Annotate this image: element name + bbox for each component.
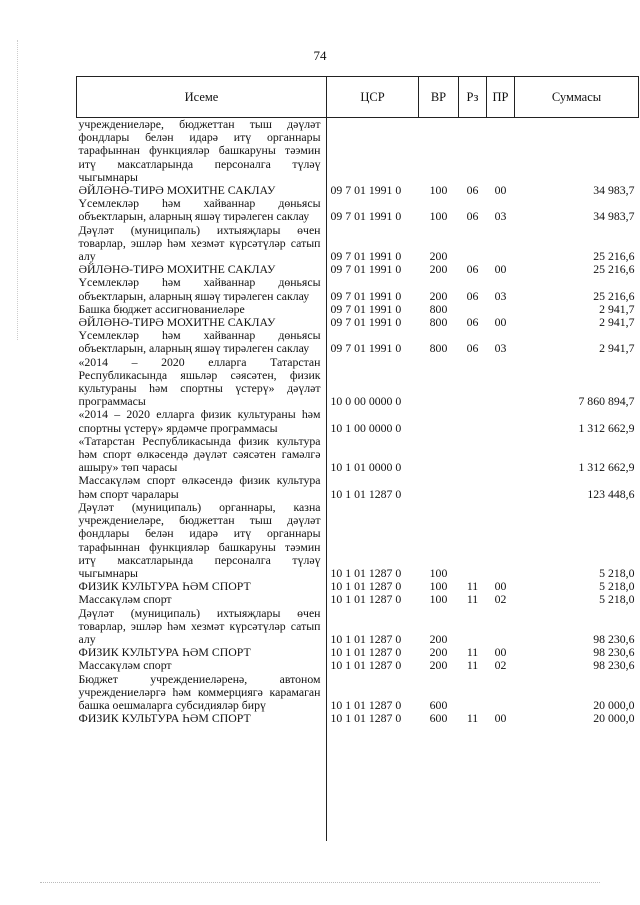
column-header-csr: ЦСР xyxy=(327,77,419,118)
cell-name: учреждениеләре, бюджеттан тыш дәүләт фондлары белән идарә итү органнары тарафыннан функцияләр башкаруны тәэмин итү максатларында персоналга түләү чыгымнары xyxy=(78,117,321,184)
cell-pr xyxy=(487,224,515,264)
cell-csr: 10 1 01 1287 0 xyxy=(330,565,402,580)
budget-table xyxy=(76,76,639,725)
cell-name: «2014 – 2020 елларга физик культураны һәм спортны үстерү» ярдәмче программасы xyxy=(78,407,321,435)
cell-vr: 100 xyxy=(429,183,448,198)
cell-rz: 11 xyxy=(466,658,479,673)
cell-vr: 100 xyxy=(429,592,448,607)
cell-name: Үсемлекләр һәм хайваннар дөньясы объектларын, аларның яшәү тирәлеген саклау xyxy=(78,196,321,224)
cell-rz xyxy=(459,607,487,647)
cell-sum: 5 218,0 xyxy=(599,592,635,607)
cell-name: Үсемлекләр һәм хайваннар дөньясы объектларын, аларның яшәү тирәлеген саклау xyxy=(78,328,321,356)
cell-vr: 100 xyxy=(429,565,448,580)
cell-vr xyxy=(419,408,459,434)
table-row xyxy=(77,593,639,606)
cell-csr xyxy=(327,118,419,185)
cell-pr xyxy=(487,408,515,434)
cell-csr: 10 1 01 1287 0 xyxy=(330,486,402,501)
budget-table-container xyxy=(76,76,640,725)
cell-rz: 06 xyxy=(466,209,479,224)
column-header-sum: Суммасы xyxy=(515,77,639,118)
cell-name: Башка бюджет ассигнованиеләре xyxy=(78,301,245,316)
cell-vr: 800 xyxy=(429,341,448,356)
margin-mark xyxy=(17,40,19,340)
cell-sum: 1 312 662,9 xyxy=(578,460,635,475)
table-row xyxy=(77,607,639,647)
cell-rz: 06 xyxy=(466,288,479,303)
cell-rz xyxy=(459,501,487,580)
cell-csr: 09 7 01 1991 0 xyxy=(330,315,402,330)
cell-sum: 25 216,6 xyxy=(593,288,635,303)
table-body xyxy=(77,118,639,726)
cell-name: ӘЙЛӘНӘ-ТИРӘ МОХИТНЕ САКЛАУ xyxy=(78,262,276,277)
cell-vr: 200 xyxy=(429,262,448,277)
cell-pr: 02 xyxy=(494,592,507,607)
cell-sum: 34 983,7 xyxy=(593,183,635,198)
cell-name: Дәүләт (муниципаль) органнары, казна учреждениеләре, бюджеттан тыш дәүләт фондлары белән идарә итү органнары тарафыннан функцияләр башкаруны тәэмин итү максатларында персоналга түләү чыгымнары xyxy=(78,499,321,580)
cell-name: ӘЙЛӘНӘ-ТИРӘ МОХИТНЕ САКЛАУ xyxy=(78,315,276,330)
cell-vr xyxy=(419,356,459,409)
cell-sum: 98 230,6 xyxy=(593,631,635,646)
cell-sum: 34 983,7 xyxy=(593,209,635,224)
cell-sum: 98 230,6 xyxy=(593,645,635,660)
cell-csr: 09 7 01 1991 0 xyxy=(330,341,402,356)
cell-sum: 25 216,6 xyxy=(593,249,635,264)
cell-pr: 00 xyxy=(494,711,507,726)
cell-pr: 00 xyxy=(494,315,507,330)
cell-name: Дәүләт (муниципаль) ихтыяҗлары өчен товарлар, эшләр һәм хезмәт күрсәтүләр сатып алу xyxy=(78,222,321,264)
table-row xyxy=(77,276,639,302)
table-row xyxy=(77,408,639,434)
cell-vr: 100 xyxy=(429,579,448,594)
column-header-pr: ПР xyxy=(487,77,515,118)
table-row xyxy=(77,435,639,475)
cell-pr xyxy=(487,356,515,409)
cell-rz: 11 xyxy=(466,711,479,726)
cell-pr: 00 xyxy=(494,262,507,277)
cell-csr: 10 1 01 1287 0 xyxy=(330,697,402,712)
cell-csr: 10 1 01 1287 0 xyxy=(330,592,402,607)
cell-sum: 2 941,7 xyxy=(599,301,635,316)
cell-name: «2014 – 2020 елларга Татарстан Республикасында яшьләр сәясәтен, физик культураны һәм спортны үстерү» дәүләт программасы xyxy=(78,354,321,409)
table-row xyxy=(77,224,639,264)
cell-pr: 00 xyxy=(494,645,507,660)
cell-csr: 09 7 01 1991 0 xyxy=(330,301,402,316)
cell-name: Массакүләм спорт xyxy=(78,658,172,673)
cell-pr: 00 xyxy=(494,579,507,594)
cell-rz xyxy=(459,474,487,500)
cell-vr xyxy=(419,118,459,185)
cell-name: ФИЗИК КУЛЬТУРА ҺӘМ СПОРТ xyxy=(78,711,251,726)
cell-pr: 02 xyxy=(494,658,507,673)
cell-name: Бюджет учреждениеләренә, автоном учреждениеләргә һәм коммерциягә карамаган башка оешмаларга субсидияләр бирү xyxy=(78,671,321,712)
cell-rz xyxy=(459,408,487,434)
cell-vr: 200 xyxy=(429,658,448,673)
table-row xyxy=(77,197,639,223)
cell-rz: 06 xyxy=(466,262,479,277)
cell-csr: 09 7 01 1991 0 xyxy=(330,209,402,224)
cell-name: Массакүләм спорт xyxy=(78,592,172,607)
cell-sum: 123 448,6 xyxy=(587,486,635,501)
cell-csr: 10 1 01 1287 0 xyxy=(330,711,402,726)
table-row xyxy=(77,659,639,672)
cell-pr: 03 xyxy=(494,209,507,224)
cell-vr xyxy=(419,474,459,500)
cell-sum: 2 941,7 xyxy=(599,315,635,330)
cell-sum: 7 860 894,7 xyxy=(578,394,635,409)
cell-name: «Татарстан Республикасында физик культура һәм спорт өлкәсендә дәүләт сәясәтен гамәлгә ашыру» төп чарасы xyxy=(78,433,321,475)
cell-pr xyxy=(487,673,515,713)
cell-csr: 10 1 01 1287 0 xyxy=(330,645,402,660)
cell-rz: 11 xyxy=(466,592,479,607)
cell-pr: 03 xyxy=(494,288,507,303)
cell-vr: 800 xyxy=(429,315,448,330)
cell-rz xyxy=(459,673,487,713)
table-row xyxy=(77,712,639,725)
cell-rz xyxy=(459,356,487,409)
cell-name: Дәүләт (муниципаль) ихтыяҗлары өчен товарлар, эшләр һәм хезмәт күрсәтүләр сатып алу xyxy=(78,605,321,646)
table-header-row xyxy=(77,77,639,118)
cell-csr: 10 1 01 1287 0 xyxy=(330,579,402,594)
cell-csr: 09 7 01 1991 0 xyxy=(330,262,402,277)
cell-name: ФИЗИК КУЛЬТУРА ҺӘМ СПОРТ xyxy=(78,579,251,594)
cell-vr: 200 xyxy=(429,631,448,646)
table-row xyxy=(77,118,639,185)
table-row xyxy=(77,501,639,580)
cell-sum: 2 941,7 xyxy=(599,341,635,356)
cell-rz: 06 xyxy=(466,315,479,330)
cell-rz xyxy=(459,435,487,475)
column-divider xyxy=(326,116,327,841)
cell-pr xyxy=(487,474,515,500)
cell-vr: 600 xyxy=(429,697,448,712)
table-row xyxy=(77,356,639,409)
cell-csr: 10 1 01 0000 0 xyxy=(330,460,402,475)
cell-sum: 98 230,6 xyxy=(593,658,635,673)
cell-vr: 800 xyxy=(429,301,448,316)
cell-rz xyxy=(459,224,487,264)
cell-pr: 00 xyxy=(494,183,507,198)
cell-vr: 200 xyxy=(429,645,448,660)
column-header-rz: Рз xyxy=(459,77,487,118)
cell-csr: 10 0 00 0000 0 xyxy=(330,394,402,409)
cell-rz: 11 xyxy=(466,645,479,660)
cell-rz: 06 xyxy=(466,183,479,198)
cell-name: ФИЗИК КУЛЬТУРА ҺӘМ СПОРТ xyxy=(78,645,251,660)
cell-csr: 09 7 01 1991 0 xyxy=(330,288,402,303)
cell-rz xyxy=(459,118,487,185)
cell-pr: 03 xyxy=(494,341,507,356)
cell-sum: 20 000,0 xyxy=(593,711,635,726)
cell-csr: 10 1 01 1287 0 xyxy=(330,631,402,646)
cell-pr xyxy=(487,118,515,185)
cell-rz: 11 xyxy=(466,579,479,594)
table-row xyxy=(77,329,639,355)
cell-vr: 600 xyxy=(429,711,448,726)
cell-sum: 5 218,0 xyxy=(599,579,635,594)
page-number: 74 xyxy=(313,48,327,63)
cell-name: Үсемлекләр һәм хайваннар дөньясы объектларын, аларның яшәү тирәлеген саклау xyxy=(78,275,321,303)
cell-sum: 25 216,6 xyxy=(593,262,635,277)
cell-name: Массакүләм спорт өлкәсендә физик культура һәм спорт чаралары xyxy=(78,473,321,501)
cell-csr: 09 7 01 1991 0 xyxy=(330,249,402,264)
cell-vr: 200 xyxy=(429,249,448,264)
cell-csr: 10 1 00 0000 0 xyxy=(330,420,402,435)
cell-pr xyxy=(487,435,515,475)
cell-csr: 10 1 01 1287 0 xyxy=(330,658,402,673)
cell-sum xyxy=(515,118,639,185)
cell-sum: 20 000,0 xyxy=(593,697,635,712)
cell-vr: 200 xyxy=(429,288,448,303)
cell-vr xyxy=(419,435,459,475)
table-row xyxy=(77,673,639,713)
column-header-vr: ВР xyxy=(419,77,459,118)
column-header-name: Исеме xyxy=(77,77,327,118)
cell-name: ӘЙЛӘНӘ-ТИРӘ МОХИТНЕ САКЛАУ xyxy=(78,183,276,198)
cell-sum: 1 312 662,9 xyxy=(578,420,635,435)
table-row xyxy=(77,474,639,500)
cell-sum: 5 218,0 xyxy=(599,565,635,580)
cell-vr: 100 xyxy=(429,209,448,224)
cell-pr xyxy=(487,501,515,580)
cell-rz: 06 xyxy=(466,341,479,356)
cell-csr: 09 7 01 1991 0 xyxy=(330,183,402,198)
cell-pr xyxy=(487,607,515,647)
bottom-rule xyxy=(40,882,600,883)
